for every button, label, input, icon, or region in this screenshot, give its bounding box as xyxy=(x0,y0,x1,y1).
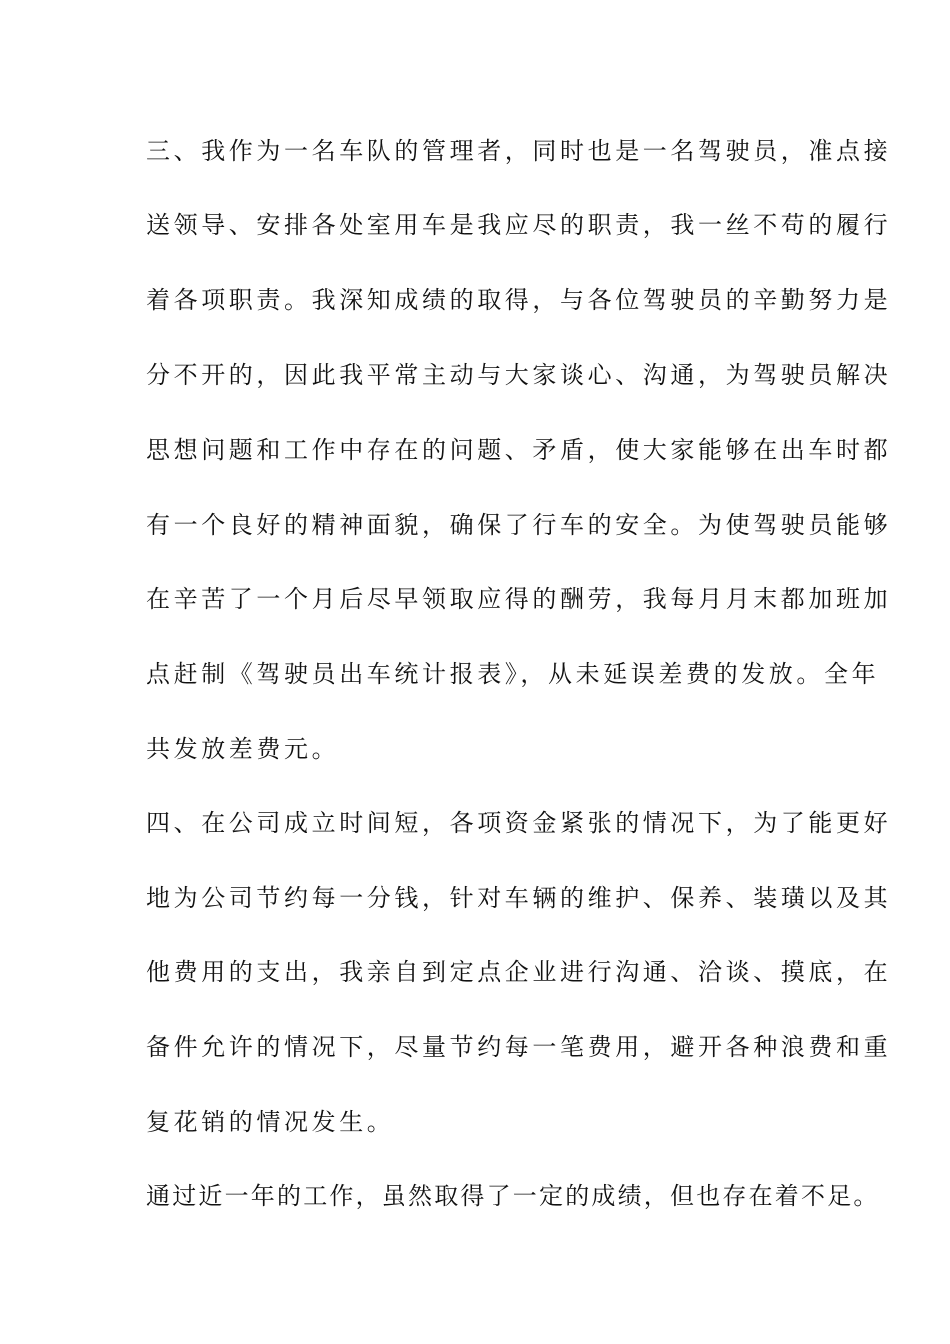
text-line: 分不开的，因此我平常主动与大家谈心、沟通，为驾驶员解决 xyxy=(146,361,892,389)
text-line: 共发放差费元。 xyxy=(146,735,340,763)
text-line: 复花销的情况发生。 xyxy=(146,1108,395,1136)
text-line: 通过近一年的工作，虽然取得了一定的成绩，但也存在着不足。 xyxy=(146,1182,880,1210)
text-line: 四、在公司成立时间短，各项资金紧张的情况下，为了能更好 xyxy=(146,809,892,837)
text-line: 点赶制《驾驶员出车统计报表》，从未延误差费的发放。全年 xyxy=(146,660,880,688)
text-line: 三、我作为一名车队的管理者，同时也是一名驾驶员，准点接 xyxy=(146,137,892,165)
text-line: 在辛苦了一个月后尽早领取应得的酬劳，我每月月末都加班加 xyxy=(146,585,892,613)
text-line: 着各项职责。我深知成绩的取得，与各位驾驶员的辛勤努力是 xyxy=(146,286,892,314)
text-line: 地为公司节约每一分钱，针对车辆的维护、保养、装璜以及其 xyxy=(146,884,892,912)
text-line: 有一个良好的精神面貌，确保了行车的安全。为使驾驶员能够 xyxy=(146,511,892,539)
text-line: 思想问题和工作中存在的问题、矛盾，使大家能够在出车时都 xyxy=(146,436,892,464)
text-line: 他费用的支出，我亲自到定点企业进行沟通、洽谈、摸底，在 xyxy=(146,958,892,986)
text-line: 送领导、安排各处室用车是我应尽的职责，我一丝不苟的履行 xyxy=(146,211,892,239)
text-line: 备件允许的情况下，尽量节约每一笔费用，避开各种浪费和重 xyxy=(146,1033,892,1061)
